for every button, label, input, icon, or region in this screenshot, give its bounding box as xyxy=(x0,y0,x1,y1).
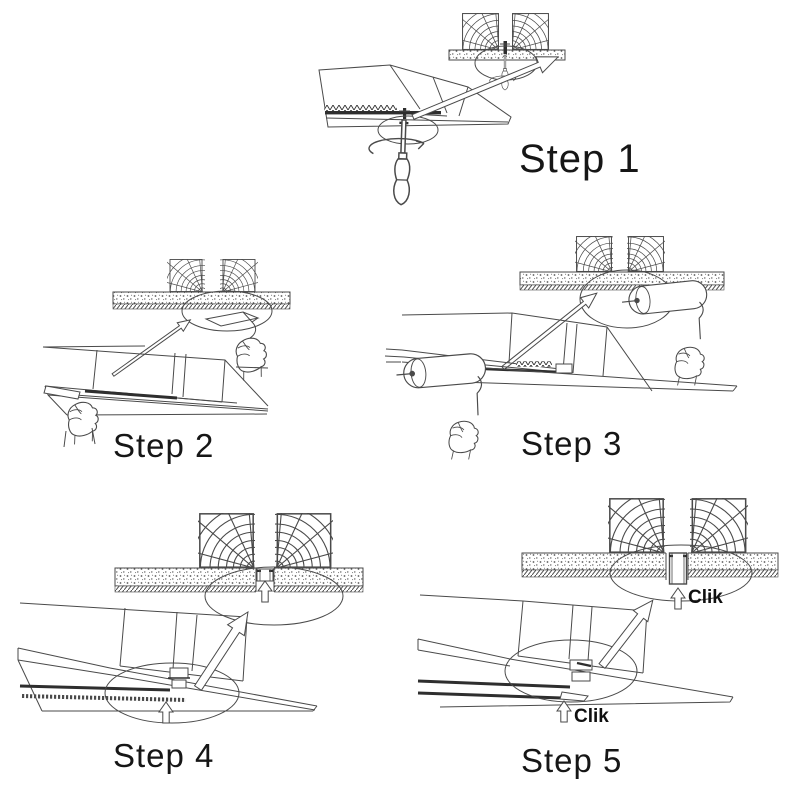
groove-strip xyxy=(20,686,170,690)
clik-annotation-top: Clik xyxy=(688,587,723,608)
fastener-pin xyxy=(403,108,406,119)
click-up-arrow xyxy=(671,588,685,609)
track-strip xyxy=(325,105,397,111)
step-5-illustration xyxy=(418,471,778,722)
groove-strip xyxy=(418,681,570,687)
step-2-illustration xyxy=(43,243,290,447)
pointer-arrow xyxy=(110,316,193,380)
pointer-arrow xyxy=(595,595,660,672)
subfloor-hatch-layer xyxy=(115,586,363,592)
rotation-arrow-icon xyxy=(369,139,424,154)
step-4-illustration xyxy=(18,486,363,723)
subfloor-hatch-layer xyxy=(113,304,290,309)
clik-annotation-bottom: Clik xyxy=(574,706,609,727)
subfloor-hatch-layer xyxy=(522,570,778,577)
step-3-label: Step 3 xyxy=(521,425,623,462)
hand-icon xyxy=(675,347,704,385)
panel-drawing xyxy=(418,595,733,707)
clip-profile xyxy=(257,569,273,581)
panel-drawing xyxy=(18,603,317,711)
clip-profile xyxy=(570,660,592,681)
clip-profile xyxy=(556,364,572,373)
pointer-arrow xyxy=(190,606,257,693)
step-1-label: Step 1 xyxy=(519,137,641,181)
step-5-wood-cross-section xyxy=(522,471,778,616)
step-3-illustration xyxy=(385,218,737,462)
step-4-wood-cross-section xyxy=(115,486,363,631)
underlay-layer xyxy=(522,553,778,570)
hand-icon xyxy=(449,421,478,459)
track-strip xyxy=(22,696,186,700)
pointer-arrow xyxy=(499,288,601,373)
screwdriver-icon xyxy=(393,120,411,205)
step-2-label: Step 2 xyxy=(113,427,215,464)
pulled-strip xyxy=(206,312,258,338)
underlay-layer xyxy=(113,292,290,304)
track-strip xyxy=(516,361,552,367)
up-arrow xyxy=(159,702,173,723)
roller-icon xyxy=(395,353,489,422)
hand-icon xyxy=(65,400,102,445)
step-4-label: Step 4 xyxy=(113,737,215,774)
roller-icon xyxy=(621,279,712,347)
step-5-label: Step 5 xyxy=(521,742,623,779)
step-2-wood-cross-section xyxy=(113,243,290,330)
groove-strip xyxy=(418,693,562,698)
clip-profile xyxy=(669,553,687,584)
click-up-arrow xyxy=(557,701,571,722)
